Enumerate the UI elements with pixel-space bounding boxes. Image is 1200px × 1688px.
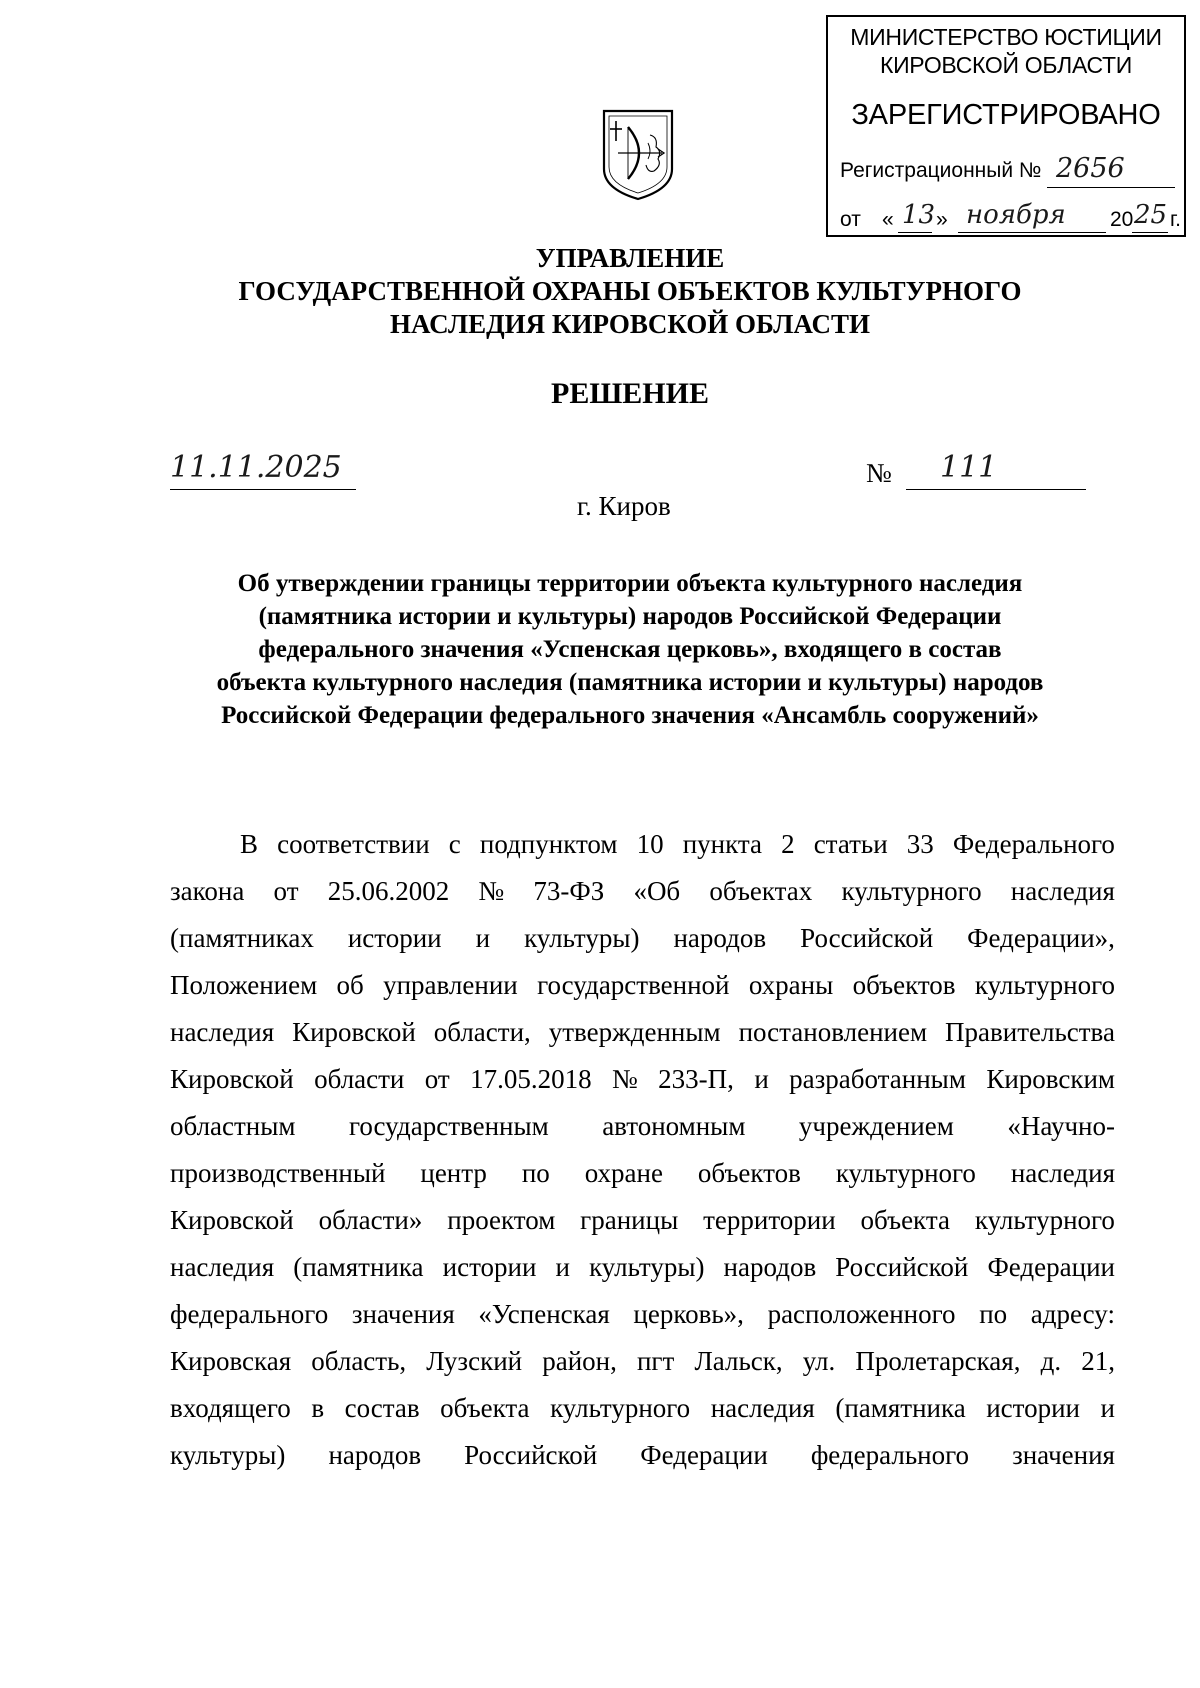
body-word: объектах	[709, 876, 813, 906]
body-word: культуры)	[589, 1252, 705, 1282]
body-word: по	[979, 1299, 1008, 1329]
document-date-underline	[170, 489, 356, 490]
stamp-month-underline	[958, 232, 1106, 233]
document-number-underline	[906, 489, 1086, 490]
body-word: «Успенская	[478, 1299, 610, 1329]
body-word: 10	[636, 829, 664, 859]
org-name-line2: ГОСУДАРСТВЕННОЙ ОХРАНЫ ОБЪЕКТОВ КУЛЬТУРНОГО	[238, 276, 1022, 306]
body-word: области,	[433, 1017, 531, 1047]
body-line	[170, 1296, 1115, 1332]
document-number: 111	[940, 450, 998, 485]
body-word: ул.	[802, 1346, 836, 1376]
coat-of-arms-icon	[598, 107, 678, 203]
body-word: 17.05.2018	[470, 1064, 592, 1094]
body-word: учреждением	[798, 1111, 954, 1141]
body-word: значения	[351, 1299, 455, 1329]
stamp-day: 13	[902, 200, 936, 230]
stamp-month: ноября	[966, 200, 1066, 230]
body-line	[170, 1437, 1115, 1473]
stamp-date-prefix: от	[840, 208, 861, 231]
stamp-date	[840, 200, 1180, 234]
body-word: (памятника	[835, 1393, 966, 1423]
body-word: Кировская	[170, 1346, 292, 1376]
body-word: и	[1100, 1393, 1115, 1423]
body-word: Российской	[800, 923, 934, 953]
body-word: Кировским	[986, 1064, 1115, 1094]
body-word: расположенного	[767, 1299, 956, 1329]
body-line	[170, 1014, 1115, 1050]
body-word: культурного	[974, 1205, 1115, 1235]
body-word: границы	[580, 1205, 679, 1235]
body-word: пункта	[682, 829, 762, 859]
body-word: «Об	[633, 876, 681, 906]
body-word: 21,	[1081, 1346, 1115, 1376]
body-word: объектов	[697, 1158, 801, 1188]
body-word: Правительства	[945, 1017, 1115, 1047]
body-word: Кировской	[292, 1017, 416, 1047]
body-line	[170, 1249, 1115, 1285]
body-word: адресу:	[1030, 1299, 1115, 1329]
body-word: область,	[311, 1346, 407, 1376]
body-word: от	[424, 1064, 450, 1094]
body-word: 33	[906, 829, 934, 859]
stamp-ministry	[828, 23, 1184, 79]
body-word: управлении	[383, 970, 518, 1000]
body-word: областным	[170, 1111, 296, 1141]
body-word: народов	[328, 1440, 422, 1470]
title-line: (памятника истории и культуры) народов Российской Федерации	[258, 603, 1002, 630]
body-word: культурного	[974, 970, 1115, 1000]
body-word: разработанным	[789, 1064, 966, 1094]
stamp-regno-value: 2656	[1056, 153, 1125, 184]
org-name-line3: НАСЛЕДИЯ КИРОВСКОЙ ОБЛАСТИ	[390, 309, 870, 339]
body-word: «Научно-	[1007, 1111, 1115, 1141]
body-word: охране	[584, 1158, 663, 1188]
document-number-sign: №	[866, 458, 892, 488]
body-word: с	[448, 829, 461, 859]
stamp-registered: ЗАРЕГИСТРИРОВАНО	[851, 99, 1161, 131]
body-line	[170, 967, 1115, 1003]
body-line	[170, 920, 1115, 956]
body-word: и	[555, 1252, 570, 1282]
body-word: охраны	[748, 970, 834, 1000]
body-word: 2	[781, 829, 795, 859]
body-word: области»	[318, 1205, 423, 1235]
body-word: утвержденным	[548, 1017, 721, 1047]
body-word: Федерации»,	[967, 923, 1115, 953]
body-word: культурного	[550, 1393, 691, 1423]
body-word: №	[612, 1064, 638, 1094]
body-word: Федерального	[952, 829, 1115, 859]
body-word: культурного	[835, 1158, 976, 1188]
stamp-century: 20	[1110, 208, 1134, 231]
title-line: Об утверждении границы территории объекта культурного наследия	[237, 570, 1023, 597]
body-line	[170, 1390, 1115, 1426]
body-word: №	[478, 876, 505, 906]
body-line	[240, 826, 1115, 862]
body-word: 25.06.2002	[327, 876, 450, 906]
body-word: Кировской	[170, 1205, 294, 1235]
body-word: народов	[723, 1252, 817, 1282]
body-line	[170, 873, 1115, 909]
body-line	[170, 1108, 1115, 1144]
body-line	[170, 1343, 1115, 1379]
body-line	[170, 1061, 1115, 1097]
body-word: (памятниках	[170, 923, 314, 953]
body-word: культуры)	[524, 923, 640, 953]
body-word: входящего	[170, 1393, 291, 1423]
body-word: в	[311, 1393, 325, 1423]
body-word: народов	[673, 923, 767, 953]
body-word: Российской	[464, 1440, 598, 1470]
stamp-ministry-line1: МИНИСТЕРСТВО ЮСТИЦИИ	[850, 24, 1162, 50]
body-word: территории	[703, 1205, 836, 1235]
body-word: об	[336, 970, 364, 1000]
body-word: от	[273, 876, 299, 906]
body-word: области	[314, 1064, 405, 1094]
stamp-quote-close: »	[936, 208, 948, 231]
stamp-regno-label: Регистрационный №	[840, 159, 1042, 182]
body-word: истории	[442, 1252, 537, 1282]
body-word: культурного	[841, 876, 982, 906]
registration-stamp	[826, 15, 1186, 237]
body-word: церковь»,	[633, 1299, 744, 1329]
body-word: подпунктом	[479, 829, 618, 859]
body-word: значения	[1012, 1440, 1115, 1470]
stamp-day-underline	[898, 232, 932, 233]
body-word: центр	[420, 1158, 487, 1188]
body-line	[170, 1202, 1115, 1238]
body-word: постановлением	[738, 1017, 928, 1047]
body-word: и	[754, 1064, 769, 1094]
body-word: Пролетарская,	[855, 1346, 1021, 1376]
body-word: район,	[542, 1346, 617, 1376]
body-word: по	[521, 1158, 550, 1188]
body-word: соответствии	[277, 829, 430, 859]
body-word: Российской	[835, 1252, 969, 1282]
document-city: г. Киров	[577, 491, 671, 521]
body-line	[170, 1155, 1115, 1191]
body-word: и	[475, 923, 491, 953]
org-name-line1: УПРАВЛЕНИЕ	[535, 243, 725, 273]
body-word: 73-ФЗ	[533, 876, 605, 906]
body-word: культуры)	[170, 1440, 286, 1470]
body-word: истории	[347, 923, 442, 953]
body-word: объекта	[860, 1205, 950, 1235]
body-word: наследия	[170, 1017, 275, 1047]
body-word: объектов	[852, 970, 956, 1000]
body-word: объекта	[440, 1393, 530, 1423]
body-word: автономным	[602, 1111, 746, 1141]
stamp-year-suffix: г.	[1170, 208, 1181, 231]
document-date: 11.11.2025	[170, 450, 342, 485]
body-word: наследия	[1010, 1158, 1115, 1188]
body-word: закона	[170, 876, 245, 906]
body-word: государственной	[537, 970, 730, 1000]
body-word: В	[240, 829, 259, 859]
title-line: Российской Федерации федерального значения «Ансамбль сооружений»	[221, 702, 1039, 729]
body-word: Федерации	[640, 1440, 768, 1470]
stamp-ministry-line2: КИРОВСКОЙ ОБЛАСТИ	[879, 52, 1133, 78]
stamp-year: 25	[1134, 200, 1168, 230]
body-word: 233-П,	[658, 1064, 734, 1094]
body-word: проектом	[447, 1205, 556, 1235]
body-word: Положением	[170, 970, 318, 1000]
document-type: РЕШЕНИЕ	[551, 377, 709, 410]
stamp-quote-open: «	[882, 208, 894, 231]
body-word: федерального	[170, 1299, 329, 1329]
body-word: Лальск,	[694, 1346, 783, 1376]
body-word: государственным	[348, 1111, 549, 1141]
title-line: федерального значения «Успенская церковь», входящего в состав	[258, 636, 1002, 663]
title-line: объекта культурного наследия (памятника истории и культуры) народов	[216, 669, 1044, 696]
body-word: Федерации	[987, 1252, 1115, 1282]
body-word: статьи	[813, 829, 888, 859]
body-word: производственный	[170, 1158, 386, 1188]
body-word: наследия	[170, 1252, 275, 1282]
body-word: Кировской	[170, 1064, 294, 1094]
stamp-regno-underline	[1047, 187, 1175, 188]
body-word: (памятника	[293, 1252, 424, 1282]
body-word: федерального	[810, 1440, 970, 1470]
body-word: Лузский	[426, 1346, 523, 1376]
body-word: д.	[1040, 1346, 1062, 1376]
body-word: истории	[986, 1393, 1080, 1423]
stamp-year-underline	[1132, 232, 1168, 233]
body-word: состав	[344, 1393, 420, 1423]
body-word: наследия	[710, 1393, 815, 1423]
body-word: пгт	[636, 1346, 675, 1376]
body-word: наследия	[1010, 876, 1115, 906]
